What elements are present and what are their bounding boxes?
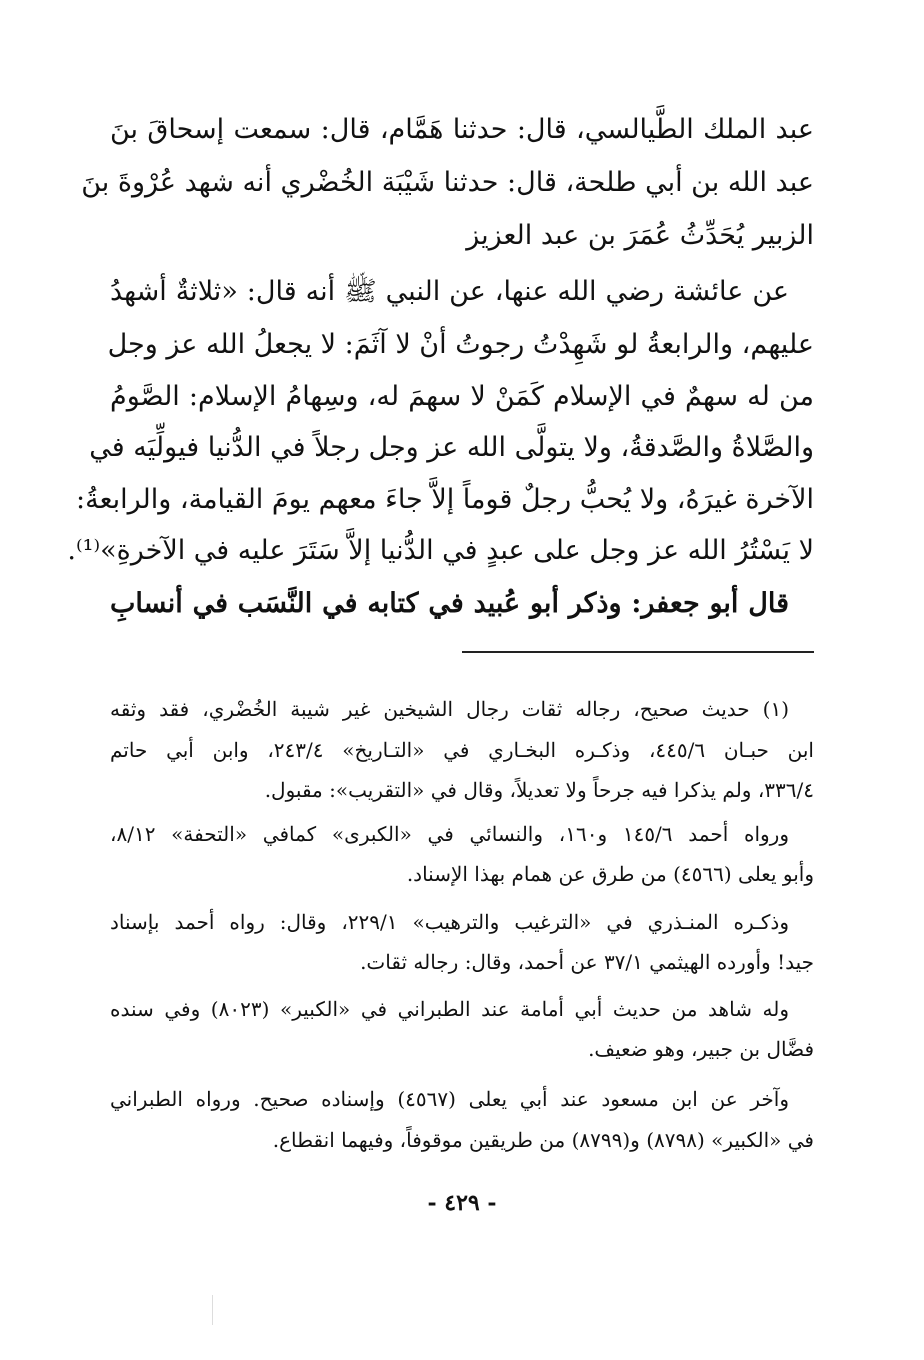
hadith-line-3: من له سهمٌ في الإسلام كَمَنْ لا سهمَ له، وسِهامُ الإسلام: الصَّومُ	[110, 381, 814, 412]
footnote-line-8: وله شاهد من حديث أبي أمامة عند الطبراني في «الكبير» (٨٠٢٣) وفي سنده	[110, 997, 790, 1021]
isnad-line-2: عبد الله بن أبي طلحة، قال: حدثنا شَيْبَة الخُضْري أنه شهد عُرْوةَ بنَ	[81, 167, 814, 198]
scan-artifact	[212, 1295, 213, 1325]
footnote-line-7: جيد! وأورده الهيثمي ٣٧/١ عن أحمد، وقال: رجاله ثقات.	[360, 950, 814, 974]
isnad-line-3: الزبير يُحَدِّثُ عُمَرَ بن عبد العزيز	[466, 220, 814, 251]
page-number: - ٤٢٩ -	[427, 1190, 497, 1216]
hadith-line-4: والصَّلاةُ والصَّدقةُ، ولا يتولَّى الله عز وجل رجلاً في الدُّنيا فيولِّيَه في	[89, 432, 814, 463]
footnote-line-5: وأبو يعلى (٤٥٦٦) من طرق عن همام بهذا الإسناد.	[406, 862, 814, 886]
hadith-line-1: عن عائشة رضي الله عنها، عن النبي ﷺ أنه قال: «ثلاثةٌ أشهدُ	[110, 276, 789, 307]
hadith-line-2: عليهم، والرابعةُ لو شَهِدْتُ رجوتُ أنْ لا آثَمَ: لا يجعلُ الله عز وجل	[107, 329, 814, 360]
footnote-line-11: في «الكبير» (٨٧٩٨) و(٨٧٩٩) من طريقين موقوفاً، وفيهما انقطاع.	[272, 1128, 814, 1152]
hadith-line-6: لا يَسْتُرُ الله عز وجل على عبدٍ في الدُّنيا إلاَّ سَتَرَ عليه في الآخرةِ»⁽¹⁾.	[67, 535, 814, 566]
footnote-line-9: فضَّال بن جبير، وهو ضعيف.	[588, 1037, 814, 1061]
footnote-line-6: وذكـره المنـذري في «الترغيب والترهيب» ٢٢٩/١، وقال: رواه أحمد بإسناد	[110, 910, 789, 934]
footnote-line-3: ٣٣٦/٤، ولم يذكرا فيه جرحاً ولا تعديلاً، وقال في «التقريب»: مقبول.	[264, 778, 814, 802]
footnote-line-10: وآخر عن ابن مسعود عند أبي يعلى (٤٥٦٧) وإسناده صحيح. ورواه الطبراني	[110, 1087, 789, 1111]
footnote-line-2: ابن حبـان ٤٤٥/٦، وذكـره البخـاري في «التـاريخ» ٢٤٣/٤، وابن أبي حاتم	[110, 738, 814, 762]
footnote-line-4: ورواه أحمد ١٤٥/٦ و١٦٠، والنسائي في «الكبرى» كمافي «التحفة» ٨/١٢،	[110, 822, 789, 846]
isnad-line-1: عبد الملك الطَّيالسي، قال: حدثنا هَمَّام، قال: سمعت إسحاقَ بنَ	[110, 114, 814, 145]
footnote-line-1: (١) حديث صحيح، رجاله ثقات رجال الشيخين غير شيبة الخُضْري، فقد وثقه	[110, 697, 790, 721]
footnote-separator	[462, 651, 814, 653]
author-note-line: قال أبو جعفر: وذكر أبو عُبيد في كتابه في النَّسَب في أنسابِ	[110, 588, 789, 619]
hadith-line-5: الآخرة غيرَهُ، ولا يُحبُّ رجلٌ قوماً إلاَّ جاءَ معهم يومَ القيامة، والرابعةُ:	[76, 484, 814, 515]
